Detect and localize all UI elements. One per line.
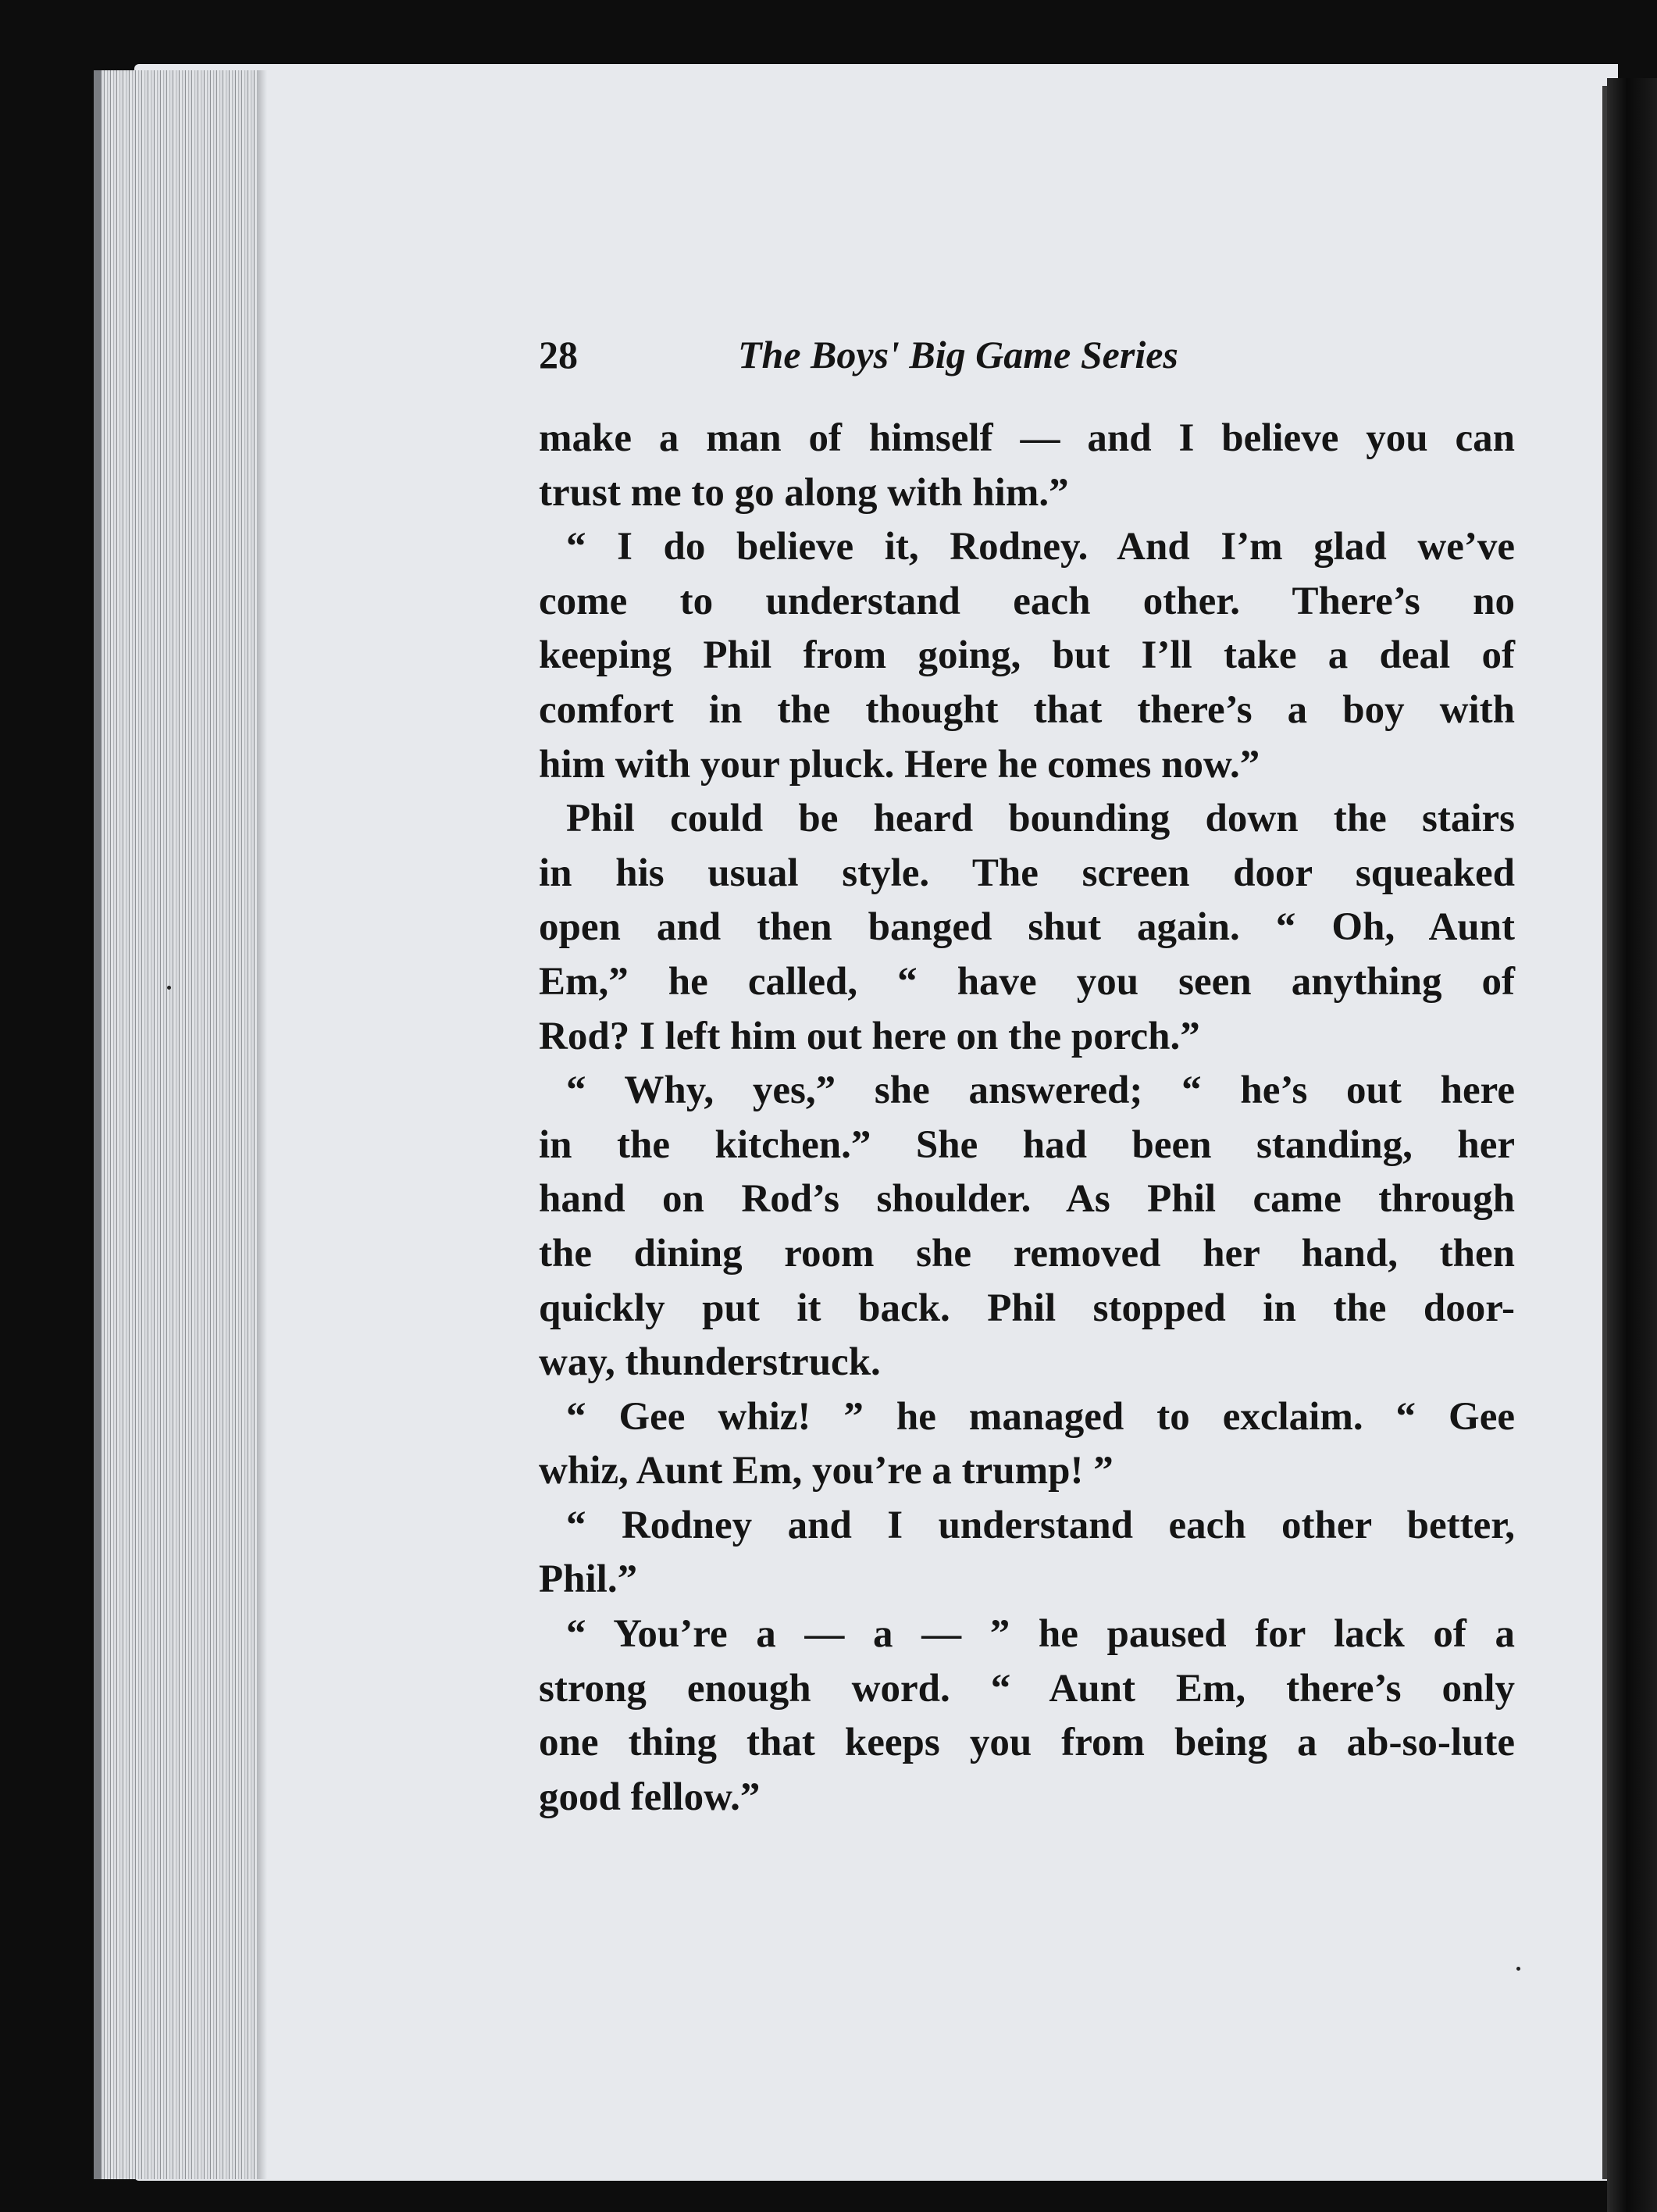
text-line: Phil could be heard bounding down the stairs — [566, 797, 1515, 841]
text-line: make a man of himself — and I believe you can — [539, 416, 1515, 460]
text-line: come to understand each other. There’s no — [539, 579, 1515, 623]
scan-speck — [167, 986, 171, 990]
book-binding — [1607, 78, 1657, 2212]
body-text — [539, 412, 1515, 1825]
page-header — [539, 332, 1515, 394]
scan-speck — [1516, 1967, 1520, 1971]
text-line: Em,” he called, “ have you seen anything of — [539, 959, 1515, 1004]
text-line: the dining room she removed her hand, then — [539, 1231, 1515, 1275]
text-line: comfort in the thought that there’s a boy with — [539, 687, 1515, 732]
page-number: 28 — [539, 333, 578, 376]
page-gutter-shadow — [258, 70, 267, 2179]
page-content — [539, 332, 1515, 1825]
text-line: open and then banged shut again. “ Oh, Aunt — [539, 905, 1515, 950]
text-line: Rod? I left him out here on the porch.” — [539, 1014, 1200, 1058]
text-line: in the kitchen.” She had been standing, her — [539, 1122, 1515, 1167]
text-line: whiz, Aunt Em, you’re a trump! ” — [539, 1449, 1114, 1493]
text-line: “ Rodney and I understand each other better, — [566, 1503, 1515, 1547]
text-line: way, thunderstruck. — [539, 1340, 881, 1385]
text-line: keeping Phil from going, but I’ll take a deal of — [539, 633, 1515, 678]
text-line: “ Gee whiz! ” he managed to exclaim. “ Gee — [566, 1394, 1515, 1439]
text-line: Phil.” — [539, 1557, 638, 1602]
running-title: The Boys' Big Game Series — [738, 333, 1178, 376]
text-line: hand on Rod’s shoulder. As Phil came through — [539, 1177, 1515, 1222]
text-line: strong enough word. “ Aunt Em, there’s only — [539, 1666, 1515, 1711]
text-line: “ You’re a — a — ” he paused for lack of a — [566, 1612, 1515, 1657]
text-line: “ Why, yes,” she answered; “ he’s out here — [566, 1069, 1515, 1113]
text-line: good fellow.” — [539, 1775, 761, 1819]
text-line: in his usual style. The screen door squeaked — [539, 851, 1515, 895]
text-line: “ I do believe it, Rodney. And I’m glad we’ve — [566, 525, 1515, 569]
text-line: him with your pluck. Here he comes now.” — [539, 742, 1260, 787]
page-fore-edge — [94, 70, 265, 2179]
text-line: quickly put it back. Phil stopped in the door- — [539, 1286, 1515, 1330]
text-line: trust me to go along with him.” — [539, 470, 1069, 515]
text-line: one thing that keeps you from being a ab-so-lute — [539, 1721, 1515, 1765]
